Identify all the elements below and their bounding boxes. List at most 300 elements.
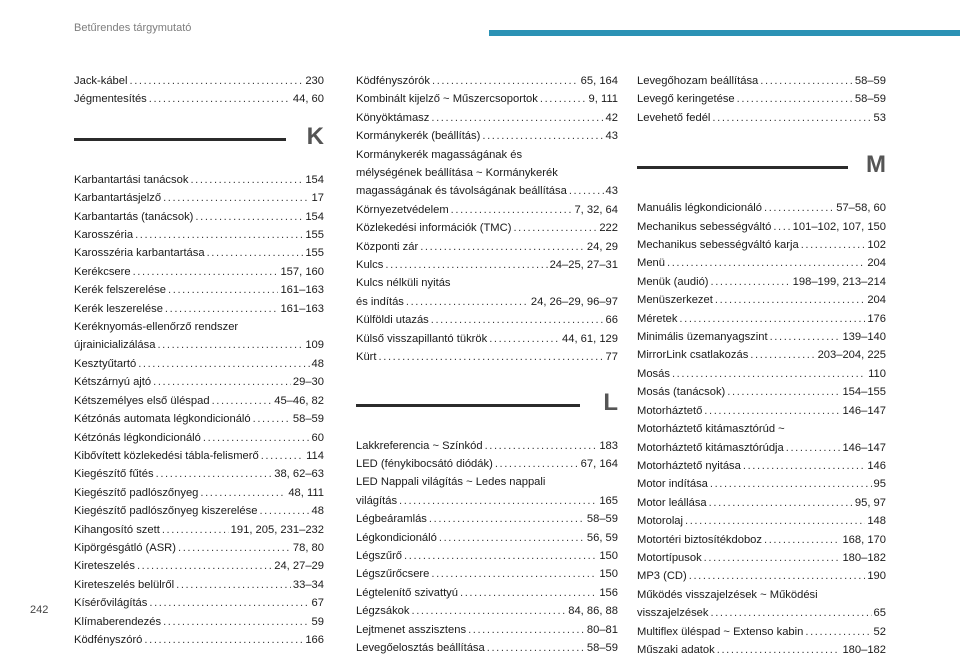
index-entry-term: Motortéri biztosítékdoboz (637, 533, 762, 546)
section-letter: M (866, 151, 886, 179)
section-rule (637, 166, 848, 169)
dot-leader (685, 512, 865, 530)
index-entry-pages: 52 (873, 625, 886, 638)
index-entry (356, 621, 618, 639)
index-entry-term: Kireteszelés belülről (74, 578, 175, 591)
index-entry-pages: 180–182 (842, 643, 886, 656)
index-entry-term: Külföldi utazás (356, 314, 429, 327)
index-entry (637, 402, 886, 420)
index-entry (74, 226, 324, 244)
index-entry-pages: 168, 170 (842, 533, 886, 546)
index-entry-pages: 148 (867, 515, 886, 528)
index-entry-pages: 58–59 (854, 75, 886, 87)
index-entry (356, 256, 618, 274)
index-entry (356, 584, 618, 602)
index-entry-term: Kürt (356, 351, 377, 364)
index-entry (637, 604, 886, 622)
index-entry-term: Központi zár (356, 240, 419, 253)
dot-leader (138, 355, 309, 373)
dot-leader (805, 623, 871, 641)
dot-leader (429, 510, 585, 528)
index-entry-pages: 110 (868, 367, 886, 380)
index-entry-pages: 29–30 (292, 376, 324, 389)
index-entry-pages: 139–140 (842, 331, 886, 344)
index-entry (637, 457, 886, 475)
index-entry-term: Kiegészítő fűtés (74, 468, 154, 481)
dot-leader (203, 429, 310, 447)
dot-leader (385, 256, 547, 274)
dot-leader (404, 547, 597, 565)
dot-leader (764, 531, 840, 549)
index-entry (356, 529, 618, 547)
letter-section-divider (356, 389, 618, 437)
dot-leader (487, 639, 585, 657)
index-entry (74, 502, 324, 520)
dot-leader (489, 330, 560, 348)
index-entry (356, 330, 618, 348)
index-entry (637, 512, 886, 530)
letter-section-divider (74, 123, 324, 171)
index-entry-term: Multiflex üléspad ~ Extenso kabin (637, 625, 804, 638)
index-entry-pages: 155 (305, 247, 324, 260)
dot-leader (137, 557, 272, 575)
index-entry (356, 238, 618, 256)
index-entry (356, 547, 618, 565)
index-entry-pages: 95, 97 (854, 496, 886, 509)
index-entry (356, 219, 618, 237)
index-entry-pages: 156 (599, 586, 618, 599)
index-entry (356, 72, 618, 90)
index-entry-pages: 60 (311, 431, 324, 444)
dot-leader (431, 109, 603, 127)
index-entry-pages: 150 (599, 568, 618, 581)
index-entry-pages: 59 (311, 615, 324, 628)
index-entry-pages: 58–59 (854, 93, 886, 106)
index-entry-line: Kulcs nélküli nyitás (356, 277, 451, 290)
index-entry-term: MP3 (CD) (637, 570, 687, 583)
index-entry-pages: 183 (599, 439, 618, 452)
dot-leader (711, 273, 791, 291)
index-entry (356, 348, 618, 366)
index-entry (637, 567, 886, 585)
index-entry-term: újrainicializálása (74, 339, 156, 352)
section-entries (74, 171, 324, 650)
dot-leader (667, 254, 865, 272)
dot-leader (717, 641, 841, 659)
index-entry-pages: 9, 111 (588, 93, 618, 106)
index-entry-line: Motorháztető kitámasztórúd ~ (637, 423, 785, 436)
index-entry (74, 281, 324, 299)
index-entry-pages: 44, 61, 129 (562, 332, 618, 345)
index-entry-pages: 42 (605, 111, 618, 124)
index-entry-pages: 24, 29 (586, 240, 618, 253)
index-entry-pages: 58–59 (292, 413, 324, 426)
index-entry-term: Lakkreferencia ~ Színkód (356, 439, 483, 452)
index-entry-pages: 155 (305, 229, 324, 242)
index-entry (356, 639, 618, 657)
index-entry-pages: 65, 164 (580, 75, 618, 87)
index-entry-pages: 66 (605, 314, 618, 327)
index-entry (637, 72, 886, 90)
index-entry-pages: 44, 60 (292, 93, 324, 106)
index-entry-term: Jack-kábel (74, 75, 128, 87)
index-entry (74, 263, 324, 281)
dot-leader (689, 567, 866, 585)
index-entry-line: LED Nappali világítás ~ Ledes nappali (356, 476, 546, 489)
index-entry (637, 236, 886, 254)
index-entry-pages: 146–147 (842, 404, 886, 417)
index-entry (637, 439, 886, 457)
index-entry (637, 218, 886, 236)
index-entry-term: Légszűrő (356, 549, 403, 562)
dot-leader (773, 218, 790, 236)
dot-leader (399, 492, 597, 510)
dot-leader (712, 109, 871, 127)
index-entry-pages: 204 (867, 257, 886, 270)
dot-leader (178, 539, 291, 557)
dot-leader (157, 336, 303, 354)
dot-leader (431, 311, 604, 329)
index-entry-pages: 191, 205, 231–232 (230, 523, 324, 536)
index-entry (356, 109, 618, 127)
dot-leader (412, 602, 567, 620)
index-entry-pages: 48, 111 (288, 486, 324, 499)
section-rule (356, 404, 580, 407)
dot-leader (420, 238, 585, 256)
index-entry-term: Kétszemélyes első üléspad (74, 394, 210, 407)
dot-leader (468, 621, 585, 639)
index-entry-term: Karbantartásjelző (74, 192, 162, 205)
index-entry (356, 201, 618, 219)
index-entry-pages: 58–59 (586, 641, 618, 654)
index-entry-pages: 161–163 (280, 302, 324, 315)
index-entry (356, 182, 618, 200)
index-entry-pages: 222 (599, 222, 618, 235)
index-entry (74, 484, 324, 502)
dot-leader (200, 484, 286, 502)
index-entry-term: magasságának és távolságának beállítása (356, 185, 567, 198)
dot-leader (379, 348, 604, 366)
dot-leader (129, 72, 303, 90)
index-entry-pages: 154 (305, 173, 324, 186)
index-entry-term: Kétszárnyú ajtó (74, 376, 152, 389)
dot-leader (460, 584, 597, 602)
index-entry-term: Manuális légkondicionáló (637, 202, 763, 215)
dot-leader (253, 410, 291, 428)
index-entry (637, 383, 886, 401)
index-entry-pages: 17 (311, 192, 324, 205)
dot-leader (704, 402, 840, 420)
index-entry (637, 90, 886, 108)
index-entry (74, 557, 324, 575)
index-entry-pages: 230 (305, 75, 324, 87)
dot-leader (727, 383, 840, 401)
index-entry-term: Ködfényszórók (356, 75, 431, 87)
index-entry (74, 631, 324, 649)
index-entry-term: Kerékcsere (74, 265, 131, 278)
dot-leader (153, 373, 291, 391)
index-entry-term: Könyöktámasz (356, 111, 430, 124)
index-entry-term: Légkondicionáló (356, 531, 437, 544)
index-entry-term: Menüszerkezet (637, 294, 713, 307)
index-entry-term: Méretek (637, 312, 678, 325)
index-entry-term: Karosszéria (74, 229, 134, 242)
index-entry (74, 300, 324, 318)
index-entry-pages: 7, 32, 64 (574, 203, 618, 216)
dot-leader (163, 189, 309, 207)
top-entries (74, 72, 324, 109)
index-entry (356, 455, 618, 473)
dot-leader (261, 447, 304, 465)
index-entry (356, 90, 618, 108)
index-entry-term: Menü (637, 257, 665, 270)
dot-leader (672, 365, 866, 383)
index-entry-term: Kerék leszerelése (74, 302, 163, 315)
index-entry-term: Külső visszapillantó tükrök (356, 332, 488, 345)
index-entry (637, 328, 886, 346)
index-entry-pages: 65 (873, 607, 886, 620)
index-entry (74, 72, 324, 90)
index-entry-pages: 95 (873, 478, 886, 491)
dot-leader (679, 310, 865, 328)
index-column-3 (637, 72, 886, 659)
dot-leader (482, 127, 603, 145)
dot-leader (710, 475, 872, 493)
index-entry (637, 549, 886, 567)
dot-leader (176, 576, 291, 594)
index-entry (74, 521, 324, 539)
index-entry-line: Kormánykerék magasságának és (356, 148, 523, 161)
index-entry (356, 565, 618, 583)
index-entry-pages: 67 (311, 597, 324, 610)
index-entry (74, 373, 324, 391)
index-entry-pages: 24, 26–29, 96–97 (530, 295, 618, 308)
dot-leader (764, 199, 834, 217)
section-rule (74, 138, 286, 141)
index-column-2 (356, 72, 618, 657)
index-entry-pages: 57–58, 60 (836, 202, 886, 215)
index-entry (74, 171, 324, 189)
index-entry (74, 355, 324, 373)
dot-leader (737, 90, 853, 108)
index-entry (74, 410, 324, 428)
index-entry-pages: 56, 59 (586, 531, 618, 544)
index-entry (356, 437, 618, 455)
index-column-1 (74, 72, 324, 649)
index-entry-term: Kombinált kijelző ~ Műszercsoportok (356, 93, 538, 106)
header-accent-bar (489, 30, 960, 36)
dot-leader (431, 565, 597, 583)
index-entry-term: Minimális üzemanyagszint (637, 331, 768, 344)
index-entry (74, 429, 324, 447)
dot-leader (149, 594, 309, 612)
index-entry-term: Jégmentesítés (74, 93, 147, 106)
dot-leader (207, 244, 304, 262)
index-entry-term: Kísérővilágítás (74, 597, 148, 610)
index-entry-term: Kormánykerék (beállítás) (356, 130, 481, 143)
index-entry (74, 208, 324, 226)
index-entry (637, 531, 886, 549)
index-entry-term: Kireteszelés (74, 560, 135, 573)
index-entry-term: Légszűrőcsere (356, 568, 430, 581)
index-entry (637, 199, 886, 217)
index-entry-pages: 157, 160 (280, 265, 324, 278)
index-entry-term: Mechanikus sebességváltó (637, 220, 772, 233)
index-entry-term: Kiegészítő padlószőnyeg (74, 486, 199, 499)
dot-leader (711, 604, 872, 622)
index-entry-pages: 109 (305, 339, 324, 352)
index-entry-term: Mosás (tanácsok) (637, 386, 726, 399)
dot-leader (432, 72, 579, 90)
index-entry-pages: 78, 80 (292, 541, 324, 554)
index-entry-term: Kesztyűtartó (74, 357, 137, 370)
index-entry (356, 127, 618, 145)
index-entry-pages: 154 (305, 210, 324, 223)
section-entries (637, 199, 886, 659)
index-entry (74, 594, 324, 612)
index-entry-pages: 24–25, 27–31 (549, 259, 618, 272)
dot-leader (406, 293, 529, 311)
index-entry (74, 189, 324, 207)
index-entry-term: Ködfényszóró (74, 633, 143, 646)
index-entry (74, 576, 324, 594)
dot-leader (168, 281, 278, 299)
dot-leader (144, 631, 303, 649)
index-entry-pages: 198–199, 213–214 (792, 275, 886, 288)
dot-leader (513, 219, 597, 237)
index-entry-term: Közlekedési információk (TMC) (356, 222, 512, 235)
dot-leader (133, 263, 279, 281)
dot-leader (569, 182, 604, 200)
index-entry-term: Karbantartás (tanácsok) (74, 210, 194, 223)
index-entry-pages: 161–163 (280, 284, 324, 297)
index-entry-pages: 43 (605, 130, 618, 143)
index-entry-pages: 154–155 (842, 386, 886, 399)
dot-leader (786, 439, 841, 457)
index-entry-term: Klímaberendezés (74, 615, 162, 628)
index-entry (74, 90, 324, 108)
page-number: 242 (30, 604, 49, 616)
index-entry (637, 365, 886, 383)
index-entry-pages: 77 (605, 351, 618, 364)
index-entry (74, 447, 324, 465)
letter-section-divider (637, 151, 886, 199)
index-entry-pages: 45–46, 82 (274, 394, 324, 407)
index-entry (637, 346, 886, 364)
dot-leader (485, 437, 598, 455)
dot-leader (165, 300, 279, 318)
index-entry-term: Légzsákok (356, 605, 410, 618)
index-entry-pages: 176 (867, 312, 886, 325)
index-entry (356, 510, 618, 528)
index-entry-pages: 114 (306, 449, 324, 462)
index-entry-term: Légbeáramlás (356, 513, 427, 526)
index-entry-pages: 48 (311, 357, 324, 370)
index-entry (637, 291, 886, 309)
index-entry-term: Kulcs (356, 259, 384, 272)
dot-leader (770, 328, 841, 346)
index-entry-pages: 150 (599, 549, 618, 562)
index-entry-term: Kipörgésgátló (ASR) (74, 541, 176, 554)
index-entry-term: Motorháztető nyitása (637, 459, 741, 472)
dot-leader (451, 201, 573, 219)
index-entry (74, 613, 324, 631)
index-entry-term: Lejtmenet asszisztens (356, 623, 467, 636)
dot-leader (163, 613, 309, 631)
index-entry-pages: 53 (873, 111, 886, 124)
section-entries (356, 437, 618, 658)
index-entry-term: Motorháztető kitámasztórúdja (637, 441, 784, 454)
index-entry (637, 623, 886, 641)
index-entry-pages: 80–81 (586, 623, 618, 636)
dot-leader (540, 90, 587, 108)
index-entry-term: Környezetvédelem (356, 203, 449, 216)
index-entry-pages: 43 (605, 185, 618, 198)
index-entry-term: Menük (audió) (637, 275, 709, 288)
index-entry-pages: 101–102, 107, 150 (792, 220, 886, 233)
index-entry-term: Kiegészítő padlószőnyeg kiszerelése (74, 505, 258, 518)
index-entry (74, 392, 324, 410)
index-entry-term: Kibővített közlekedési tábla-felismerő (74, 449, 259, 462)
dot-leader (801, 236, 866, 254)
index-entry-pages: 58–59 (586, 513, 618, 526)
index-entry-pages: 166 (305, 633, 324, 646)
index-entry (637, 310, 886, 328)
index-entry (74, 539, 324, 557)
index-entry-term: Motorháztető (637, 404, 703, 417)
index-entry-term: Levehető fedél (637, 111, 711, 124)
index-entry-term: és indítás (356, 295, 404, 308)
index-entry (74, 465, 324, 483)
index-entry (637, 475, 886, 493)
dot-leader (212, 392, 273, 410)
index-entry-pages: 146–147 (842, 441, 886, 454)
index-entry-term: Karbantartási tanácsok (74, 173, 189, 186)
index-entry-term: Levegőhozam beállítása (637, 75, 759, 87)
index-entry-pages: 102 (867, 239, 886, 252)
index-entry (356, 602, 618, 620)
index-entry-pages: 204 (867, 294, 886, 307)
index-entry-term: Légtelenítő szivattyú (356, 586, 458, 599)
index-entry-pages: 38, 62–63 (274, 468, 324, 481)
index-entry-pages: 203–204, 225 (817, 349, 886, 362)
index-entry (637, 109, 886, 127)
index-entry (637, 494, 886, 512)
index-entry-term: világítás (356, 494, 398, 507)
index-entry (74, 244, 324, 262)
top-entries (356, 72, 618, 367)
dot-leader (760, 72, 853, 90)
index-entry-pages: 190 (867, 570, 886, 583)
dot-leader (162, 521, 229, 539)
index-entry-term: Kihangosító szett (74, 523, 160, 536)
index-entry-term: Mechanikus sebességváltó karja (637, 239, 799, 252)
dot-leader (709, 494, 853, 512)
dot-leader (149, 90, 291, 108)
index-entry-term: visszajelzések (637, 607, 709, 620)
index-entry (637, 273, 886, 291)
index-entry-term: Motortípusok (637, 551, 702, 564)
index-entry-pages: 180–182 (842, 551, 886, 564)
index-entry-pages: 84, 86, 88 (568, 605, 618, 618)
index-entry-pages: 67, 164 (580, 457, 618, 470)
dot-leader (156, 465, 273, 483)
section-letter: L (603, 388, 618, 416)
index-entry-term: Motor indítása (637, 478, 708, 491)
top-entries (637, 72, 886, 127)
index-entry-term: Levegőelosztás beállítása (356, 641, 485, 654)
dot-leader (259, 502, 309, 520)
